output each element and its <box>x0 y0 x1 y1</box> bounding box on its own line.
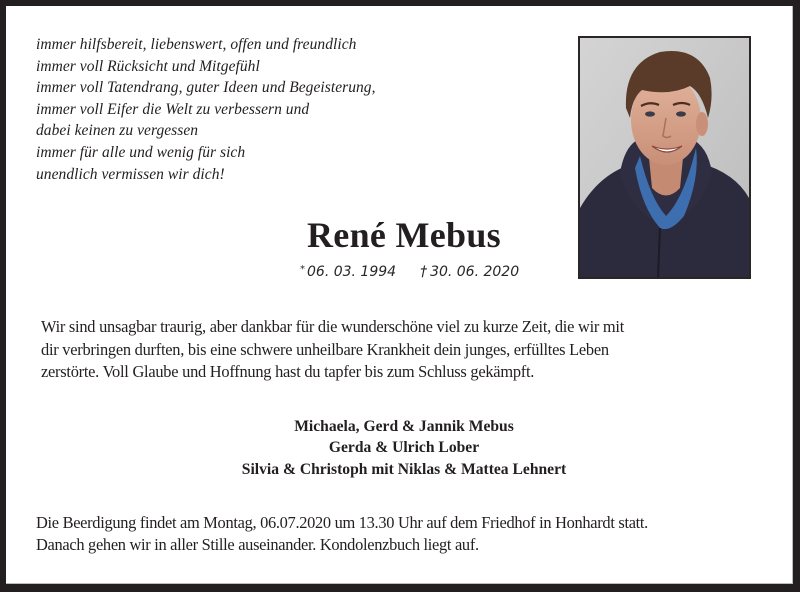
funeral-details <box>36 512 648 556</box>
birth-date: 06. 03. 1994 <box>307 264 397 280</box>
mourner-line: Silvia & Christoph mit Niklas & Mattea Lehnert <box>241 460 567 478</box>
death-cross-icon: † <box>420 264 428 280</box>
memorial-poem <box>36 34 376 185</box>
poem-line: immer voll Tatendrang, guter Ideen und Begeisterung, <box>36 79 376 97</box>
poem-line: immer hilfsbereit, liebenswert, offen und freundlich <box>36 36 357 53</box>
mourner-line: Michaela, Gerd & Jannik Mebus <box>294 418 514 435</box>
mourner-line: Gerda & Ulrich Lober <box>328 439 480 457</box>
poem-line: unendlich vermissen wir dich! <box>36 165 225 183</box>
poem-line: dabei keinen zu vergessen <box>36 122 199 140</box>
mourners-list <box>6 416 800 480</box>
funeral-line: Danach gehen wir in aller Stille auseinander. Kondolenzbuch liegt auf. <box>36 535 479 554</box>
birth-star-icon: * <box>300 264 305 275</box>
deceased-name: René Mebus <box>307 215 501 255</box>
poem-line: immer für alle und wenig für sich <box>36 143 246 161</box>
life-dates <box>300 264 519 280</box>
obituary-notice <box>6 6 793 584</box>
death-date: 30. 06. 2020 <box>430 264 520 280</box>
poem-line: immer voll Eifer die Welt zu verbessern und <box>36 100 310 118</box>
funeral-line: Die Beerdigung findet am Montag, 06.07.2020 um 13.30 Uhr auf dem Friedhof in Honhardt statt. <box>36 513 648 532</box>
poem-line: immer voll Rücksicht und Mitgefühl <box>36 57 260 75</box>
condolence-message <box>41 316 624 384</box>
message-line: dir verbringen durften, bis eine schwere unheilbare Krankheit dein junges, erfülltes Leben <box>41 339 609 359</box>
message-line: zerstörte. Voll Glaube und Hoffnung hast du tapfer bis zum Schluss gekämpft. <box>41 362 535 381</box>
message-line: Wir sind unsagbar traurig, aber dankbar für die wunderschöne viel zu kurze Zeit, die wir mit <box>41 317 625 336</box>
